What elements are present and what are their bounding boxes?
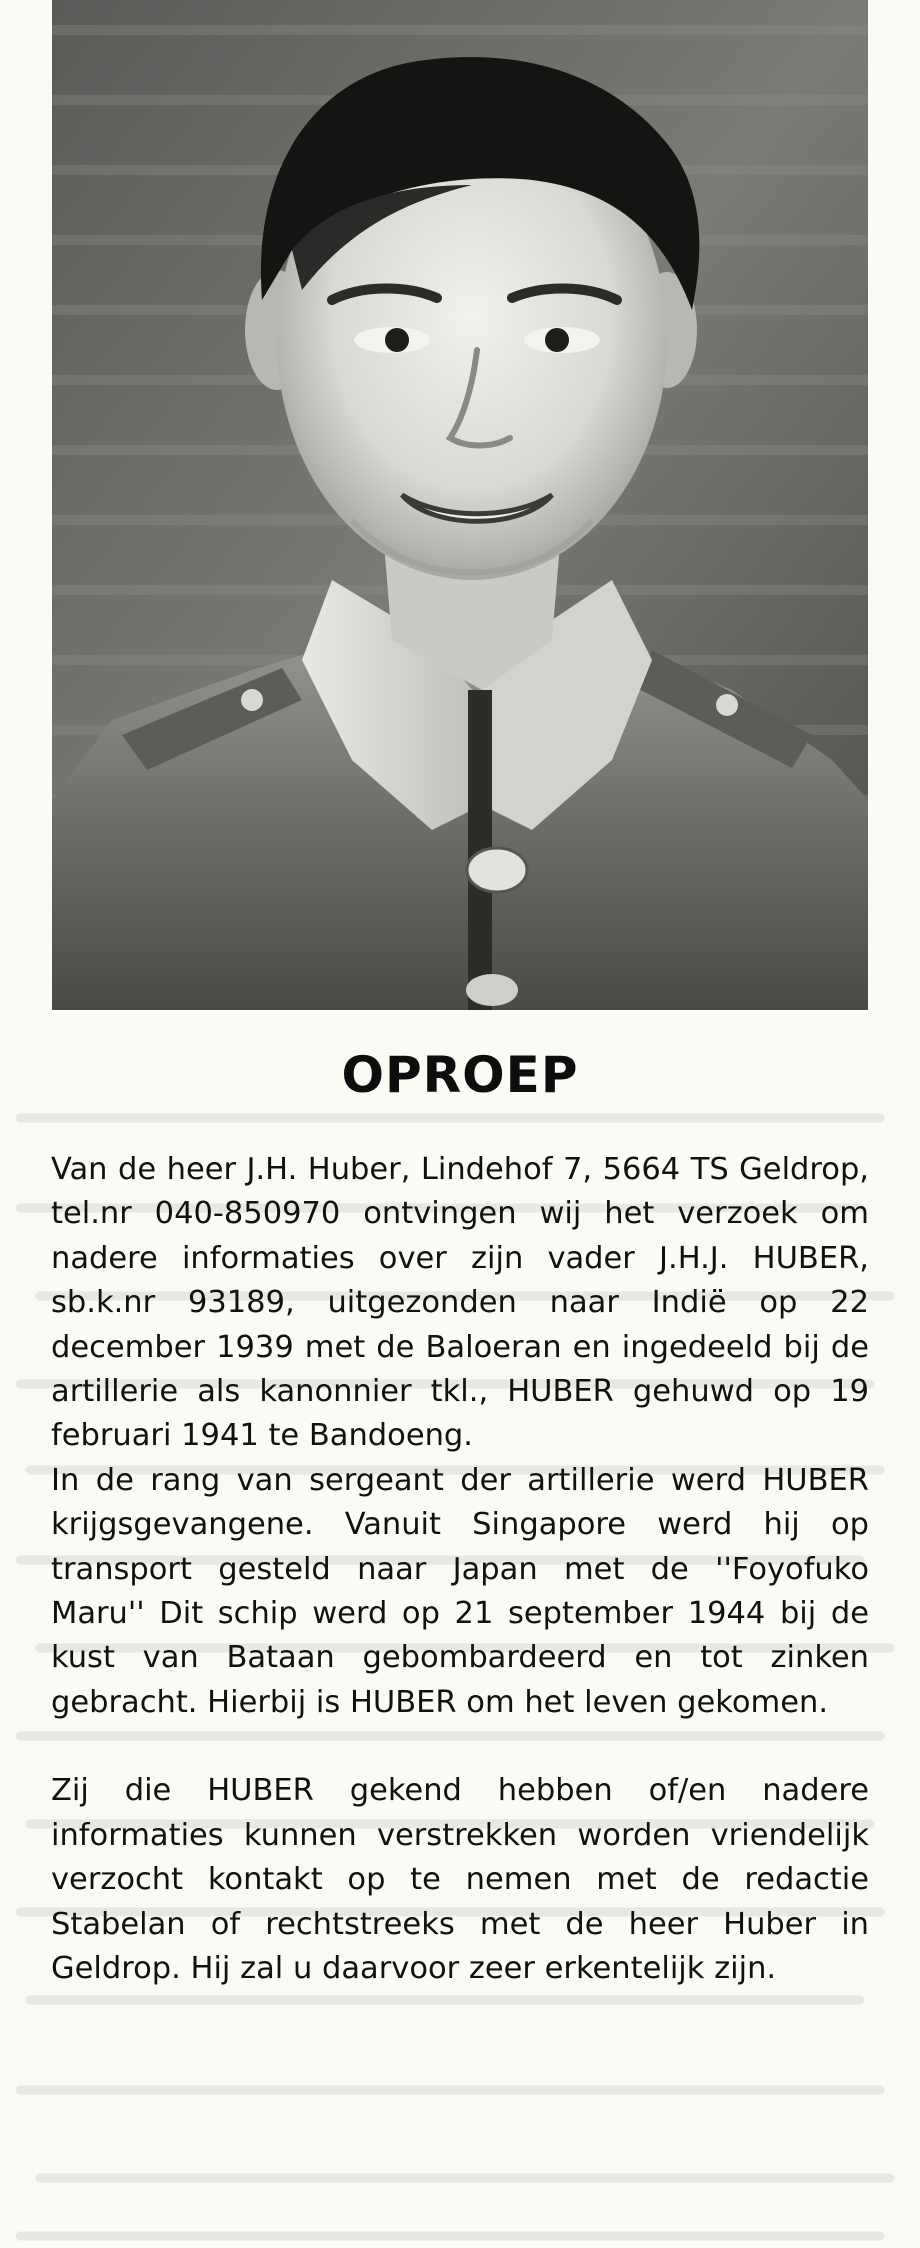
article-body: [51, 1148, 869, 1991]
paragraph-call-to-action: Zij die HUBER gekend hebben of/en nadere informaties kunnen verstrekken worden vriendelijk verzocht kontakt op te nemen met de redactie Stabelan of rechtstreeks met de heer Huber in Geldrop. Hij zal u daarvoor zeer erkentelijk zijn.: [51, 1773, 869, 1986]
article-headline: OPROEP: [341, 1046, 579, 1104]
paragraph-fate: In de rang van sergeant der artillerie werd HUBER krijgsgevangene. Vanuit Singapore werd hij op transport gesteld naar Japan met de ''Foyofuko Maru'' Dit schip werd op 21 september 1944 bij de kust van Bataan gebombardeerd en tot zinken gebracht. Hierbij is HUBER om het leven gekomen.: [51, 1462, 869, 1720]
portrait-illustration: [52, 0, 868, 1010]
paragraph-request: Van de heer J.H. Huber, Lindehof 7, 5664 TS Geldrop, tel.nr 040-850970 ontvingen wij het verzoek om nadere informaties over zijn vader J.H.J. HUBER, sb.k.nr 93189, uitgezonden naar Indië op 22 december 1939 met de Baloeran en ingedeeld bij de artillerie als kanonnier tkl., HUBER gehuwd op 19 februari 1941 te Bandoeng.: [51, 1152, 869, 1454]
portrait-photo: [52, 0, 868, 1010]
